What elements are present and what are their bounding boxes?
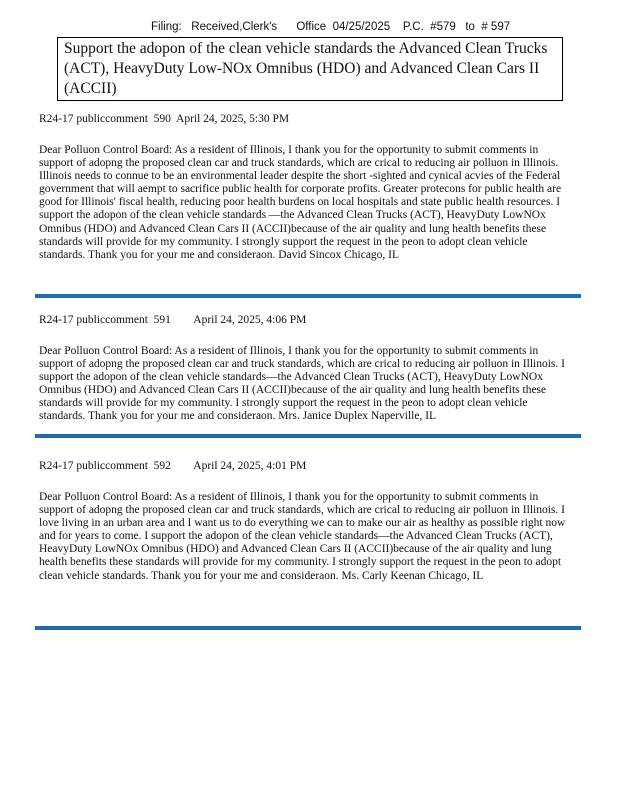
filing-stamp: Filing: Received,Clerk's Office 04/25/2025 P.C. #579 to # 597 xyxy=(151,21,511,33)
comment-body: Dear Polluon Control Board: As a resident of Illinois, I thank you for the opportunity to submit comments in support of adopng the proposed clean car and truck standards, which are crical to reducing air polluon in Illinois. I support the adopon of the clean vehicle standards—the Advanced Clean Trucks (ACT), HeavyDuty LowNOx Omnibus (HDO) and Advanced Clean Cars II (ACCII)because of the air quality and lung health benefits these standards will provide for my community. I strongly support the request in the peon to adopt clean vehicle standards. Thank you for your me and consideraon. Mrs. Janice Duplex Naperville, IL xyxy=(39,345,565,423)
comment-header: R24-17 publiccomment 591 April 24, 2025, 4:06 PM xyxy=(39,314,307,326)
section-divider xyxy=(35,626,581,630)
comment-body: Dear Polluon Control Board: As a resident of Illinois, I thank you for the opportunity to submit comments in support of adopng the proposed clean car and truck standards, which are crical to reducing air polluon in Illinois. Illinois needs to connue to be an environmental leader despite the short -sighted and cynical acvies of the Federal government that will aempt to sacrifice public health for corporate profits. Greater protecons for public health are good for Illinois' fiscal health, reducing poor health burdens on local hospitals and state public health resources. I support the adopon of the clean vehicle standards —the Advanced Clean Trucks (ACT), HeavyDuty LowNOx Omnibus (HDO) and Advanced Clean Cars II (ACCII)because of the air quality and lung health benefits these standards will provide for my community. I strongly support the request in the peon to adopt clean vehicle standards. Thank you for your me and consideraon. David Sincox Chicago, IL xyxy=(39,144,562,261)
comment-body: Dear Polluon Control Board: As a resident of Illinois, I thank you for the opportunity to submit comments in support of adopng the proposed clean car and truck standards, which are crical to reducing air polluon in Illinois. I love living in an urban area and I want us to do everything we can to make our air as healthy as possible right now and for years to come. I support the adopon of the clean vehicle standards—the Advanced Clean Trucks (ACT), HeavyDuty LowNOx Omnibus (HDO) and Advanced Clean Cars II (ACCII)because of the air quality and lung health benefits these standards will provide for my community. I strongly support the request in the peon to adopt clean vehicle standards. Thank you for your me and consideraon. Ms. Carly Keenan Chicago, IL xyxy=(39,491,566,582)
comment-header: R24-17 publiccomment 592 April 24, 2025, 4:01 PM xyxy=(39,460,307,472)
comment-591 xyxy=(39,313,569,424)
document-title: Support the adopon of the clean vehicle standards the Advanced Clean Trucks (ACT), HeavyDuty Low-NOx Omnibus (HDO) and Advanced Clean Cars II (ACCII) xyxy=(57,37,563,101)
comment-header: R24-17 publiccomment 590 April 24, 2025, 5:30 PM xyxy=(39,113,290,125)
section-divider xyxy=(35,294,581,298)
comment-592 xyxy=(39,459,569,583)
comment-590 xyxy=(39,112,569,262)
section-divider xyxy=(35,434,581,438)
